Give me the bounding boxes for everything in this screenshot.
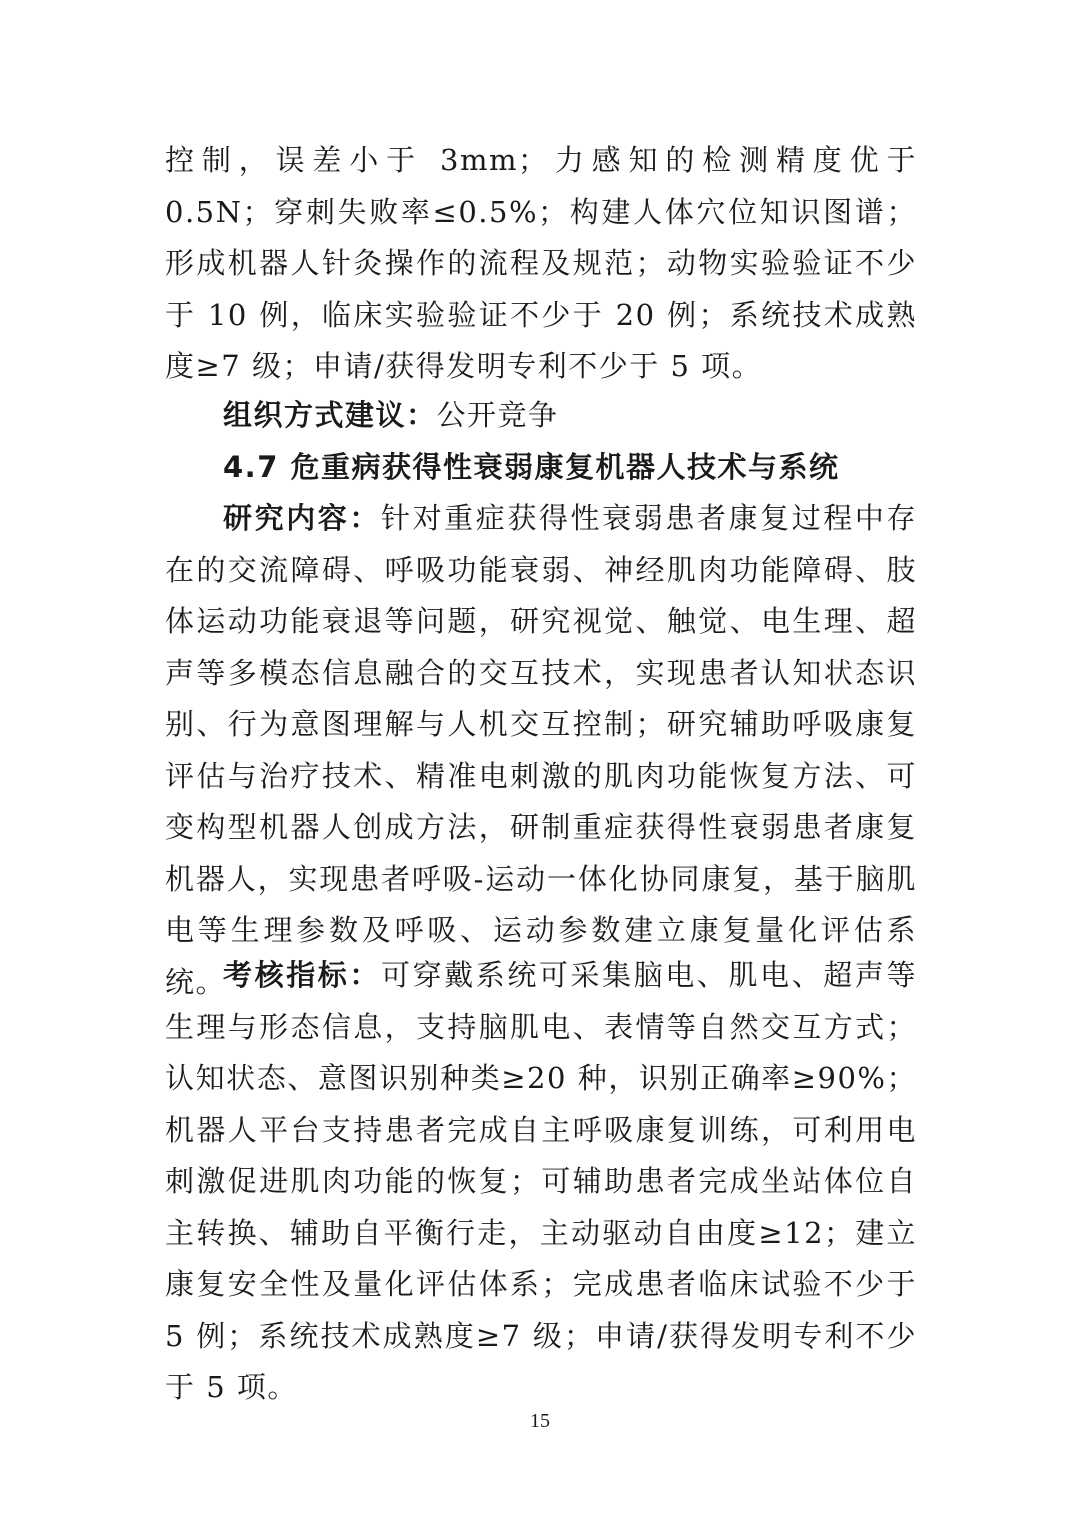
- assessment-indicators-paragraph: [165, 950, 917, 1414]
- organization-method-paragraph: [165, 390, 917, 442]
- organization-method-value: 公开竞争: [436, 398, 559, 432]
- research-content-text: 针对重症获得性衰弱患者康复过程中存在的交流障碍、呼吸功能衰弱、神经肌肉功能障碍、肢体运动功能衰退等问题，研究视觉、触觉、电生理、超声等多模态信息融合的交互技术，实现患者认知状态识别、行为意图理解与人机交互控制；研究辅助呼吸康复评估与治疗技术、精准电刺激的肌肉功能恢复方法、可变构型机器人创成方法，研制重症获得性衰弱患者康复机器人，实现患者呼吸-运动一体化协同康复，基于脑肌电等生理参数及呼吸、运动参数建立康复量化评估系统。: [165, 501, 917, 999]
- research-content-paragraph: [165, 493, 917, 1008]
- indicator-paragraph-continued: 控制，误差小于 3mm；力感知的检测精度优于 0.5N；穿刺失败率≤0.5%；构建人体穴位知识图谱；形成机器人针灸操作的流程及规范；动物实验验证不少于 10 例，临床实验验证不少于 20 例；系统技术成熟度≥7 级；申请/获得发明专利不少于 5 项。: [165, 143, 917, 383]
- assessment-indicators-label: 考核指标：: [223, 958, 381, 992]
- organization-method-label: 组织方式建议：: [223, 398, 437, 432]
- section-heading: 4.7 危重病获得性衰弱康复机器人技术与系统: [223, 450, 840, 484]
- assessment-indicators-text: 可穿戴系统可采集脑电、肌电、超声等生理与形态信息，支持脑肌电、表情等自然交互方式；认知状态、意图识别种类≥20 种，识别正确率≥90%；机器人平台支持患者完成自主呼吸康复训练，可利用电刺激促进肌肉功能的恢复；可辅助患者完成坐站体位自主转换、辅助自平衡行走，主动驱动自由度≥12；建立康复安全性及量化评估体系；完成患者临床试验不少于 5 例；系统技术成熟度≥7 级；申请/获得发明专利不少于 5 项。: [165, 958, 917, 1404]
- page-number: 15: [530, 1410, 550, 1432]
- research-content-label: 研究内容：: [223, 501, 381, 535]
